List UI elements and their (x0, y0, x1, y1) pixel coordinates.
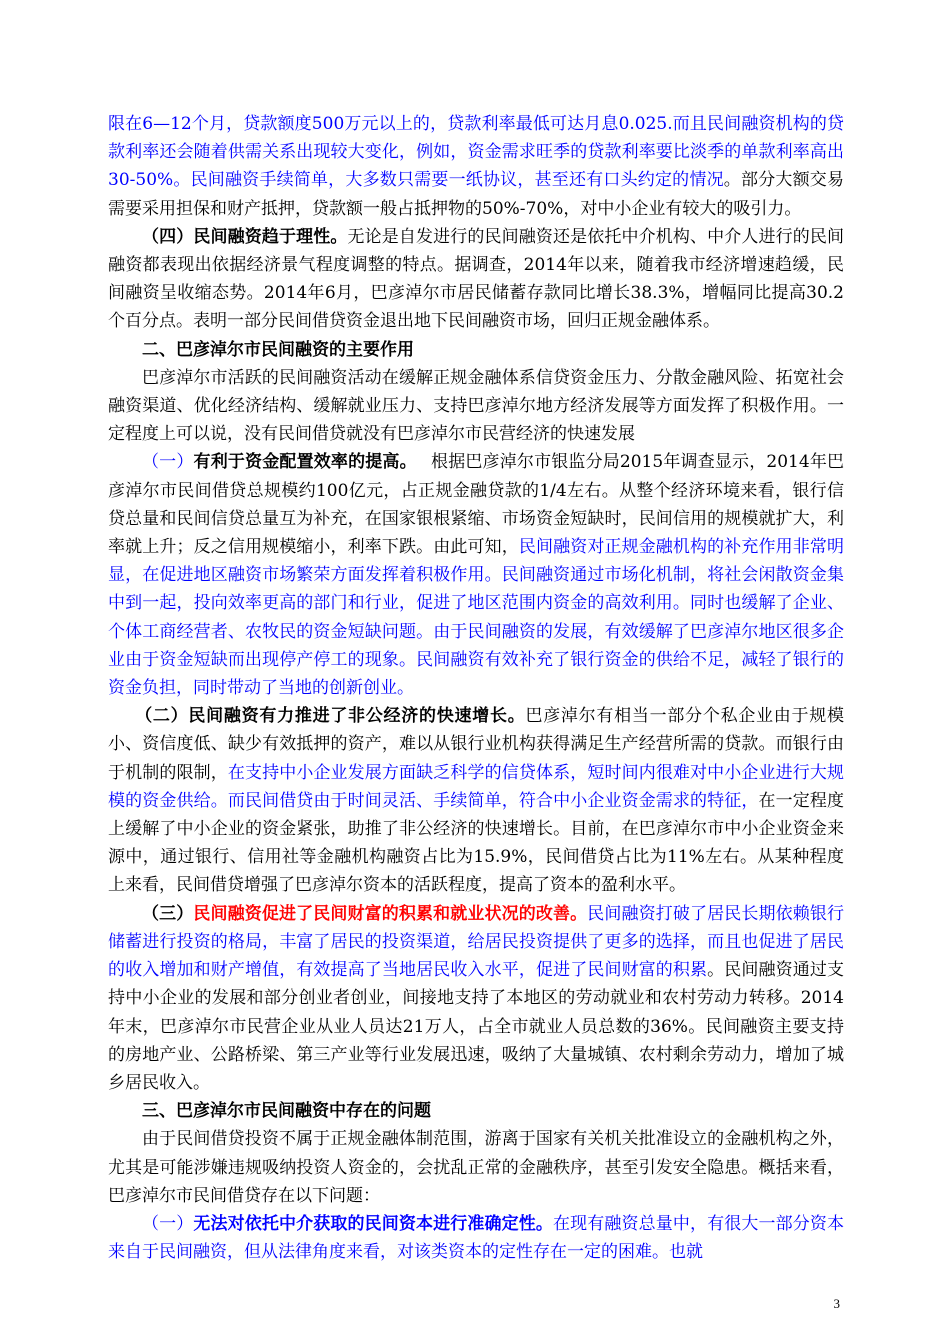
page-number: 3 (833, 1296, 840, 1311)
paragraph-p3 (108, 364, 844, 449)
paragraph-p4 (108, 448, 844, 702)
paragraph-p0 (108, 110, 844, 223)
paragraph-p7 (108, 1097, 844, 1125)
paragraph-heading-text: 二、巴彦淖尔市民间融资的主要作用 (142, 339, 414, 360)
paragraph-p2 (108, 336, 844, 364)
paragraph-text: 巴彦淖尔市活跃的民间融资活动在缓解正规金融体系信贷资金压力、分散金融风险、拓宽社会融资渠道、优化经济结构、缓解就业压力、支持巴彦淖尔地方经济发展等方面发挥了积极作用。一定程度上可以说，没有民间借贷就没有巴彦淖尔市民营经济的快速发展 (108, 367, 844, 445)
paragraph-p6 (108, 900, 844, 1097)
paragraph-p8 (108, 1125, 844, 1210)
paragraph-text: 根据巴彦淖尔市银监分局2015年调查显示，2014年巴彦淖尔市民间借贷总规模约100亿元，占正规金融贷款的1/4左右。从整个经济环境来看，银行信贷总量和民间信贷总量互为补充，在国家银根紧缩、市场资金短缺时，民间信用的规模就扩大，利率就上升；反之信用规模缩小，利率下跌。由此可知， (108, 452, 845, 558)
paragraph-text: 巴彦淖尔有相当一部分个私企业由于规模小、资信度低、缺少有效抵押的资产，难以从银行业机构获得满足生产经营所需的贷款。而银行由于机制的限制， (108, 706, 845, 783)
paragraph-text: 同时也缓解了企业、个体工商经营者、农牧民的资金短缺问题。由于民间融资的发展，有效缓解了巴彦淖尔地区很多企业由于资金短缺而出现停产停工的现象。民间融资有效补充了银行资金的供给不足，减轻了银行的资金负担，同时带动了当地的创新创业。 (108, 593, 844, 699)
paragraph-text: 在一定程度上缓解了中小企业的资金紧张，助推了非公经济的快速增长。目前，在巴彦淖尔市中小企业资金来源中，通过银行、信用社等金融机构融资占比为15.9%，民间借贷占比为11%左右。从某种程度上来看，民间借贷增强了巴彦淖尔资本的活跃程度，提高了资本的盈利水平。 (108, 790, 845, 896)
paragraph-p9 (108, 1210, 844, 1266)
paragraph-text: 民间融资打破了居民长期依赖银行储蓄进行投资的格局，丰富了居民的投资渠道，给居民投资提供了更多的选择，而且也促进了居民的收入增加和财产增值，有效提高了当地居民收入水平，促进了民间财富的积累 (108, 903, 844, 981)
paragraph-heading-text: 有利于资金配置效率的提高。 (193, 452, 409, 473)
paragraph-text: 在现有融资总量中，有很大一部分资本来自于民间融资，但从法律角度来看，对该类资本的定性存在一定的困难。也就 (108, 1213, 844, 1263)
paragraph-heading-text: 无法对依托中介获取的民间资本进行准确定性。 (193, 1213, 553, 1234)
paragraph-heading-text: （三） (142, 903, 194, 924)
paragraph-p5 (108, 702, 844, 899)
paragraph-heading-text: 民间融资促进了民间财富的积累和就业状况的改善。 (193, 903, 588, 924)
paragraph-p1 (108, 223, 844, 336)
paragraph-text: 限在6—12个月，贷款额度500万元以上的，贷款利率最低可达月息0.025.而且民间融资机构的贷款利率还会随着供需关系出现较大变化，例如，资金需求旺季的贷款利率要比淡季的单款利率高出30-50%。民间融资手续简单，大多数只需要一纸协议，甚至还有口头约定的情况 (108, 114, 844, 191)
paragraph-text: （一） (142, 1213, 194, 1234)
paragraph-text: （一） (142, 452, 194, 473)
paragraph-text: 无论是自发进行的民间融资还是依托中介机构、中介人进行的民间融资都表现出依据经济景气程度调整的特点。据调查，2014年以来，随着我市经济增速趋缓，民间融资呈收缩态势。2014年6月，巴彦淖尔市居民储蓄存款同比增长38.3%，增幅同比提高30.2个百分点。表明一部分民间借贷资金退出地下民间融资市场，回归正规金融体系。 (108, 226, 844, 332)
paragraph-heading-text: （二）民间融资有力推进了非公经济的快速增长。 (135, 706, 526, 727)
paragraph-text: 。部分大额交易需要采用担保和财产抵押，贷款额一般占抵押物的50%-70%，对中小企业有较大的吸引力。 (108, 170, 845, 219)
paragraph-text: 在支持中小企业发展方面缺乏科学的信贷体系，短时间内很难对中小企业进行大规模的资金供给。而民间借贷由于时间灵活、手续简单，符合中小企业资金需求的特征， (108, 762, 845, 811)
paragraph-text: 。民间融资通过支持中小企业的发展和部分创业者创业，间接地支持了本地区的劳动就业和农村劳动力转移。2014年末，巴彦淖尔市民营企业从业人员达21万人，占全市就业人员总数的36%。民间融资主要支持的房地产业、公路桥梁、第三产业等行业发展迅速，吸纳了大量城镇、农村剩余劳动力，增加了城乡居民收入。 (108, 960, 845, 1093)
paragraph-text: 民间融资对正规金融机构的补充作用非常明显，在促进地区融资市场繁荣方面发挥着积极作用。民间融资通过市场化机制，将社会闲散资金集中到一起，投向效率更高的部门和行业，促进了地区范围内资金的高效利用。 (108, 537, 845, 614)
paragraph-heading-text: （四）民间融资趋于理性。 (142, 226, 348, 247)
paragraph-text: 由于民间借贷投资不属于正规金融体制范围，游离于国家有关机关批准设立的金融机构之外，尤其是可能涉嫌违规吸纳投资人资金的，会扰乱正常的金融秩序，甚至引发安全隐患。概括来看，巴彦淖尔市民间借贷存在以下问题： (108, 1129, 844, 1206)
document-body (108, 110, 844, 1266)
paragraph-heading-text: 三、巴彦淖尔市民间融资中存在的问题 (142, 1101, 431, 1122)
